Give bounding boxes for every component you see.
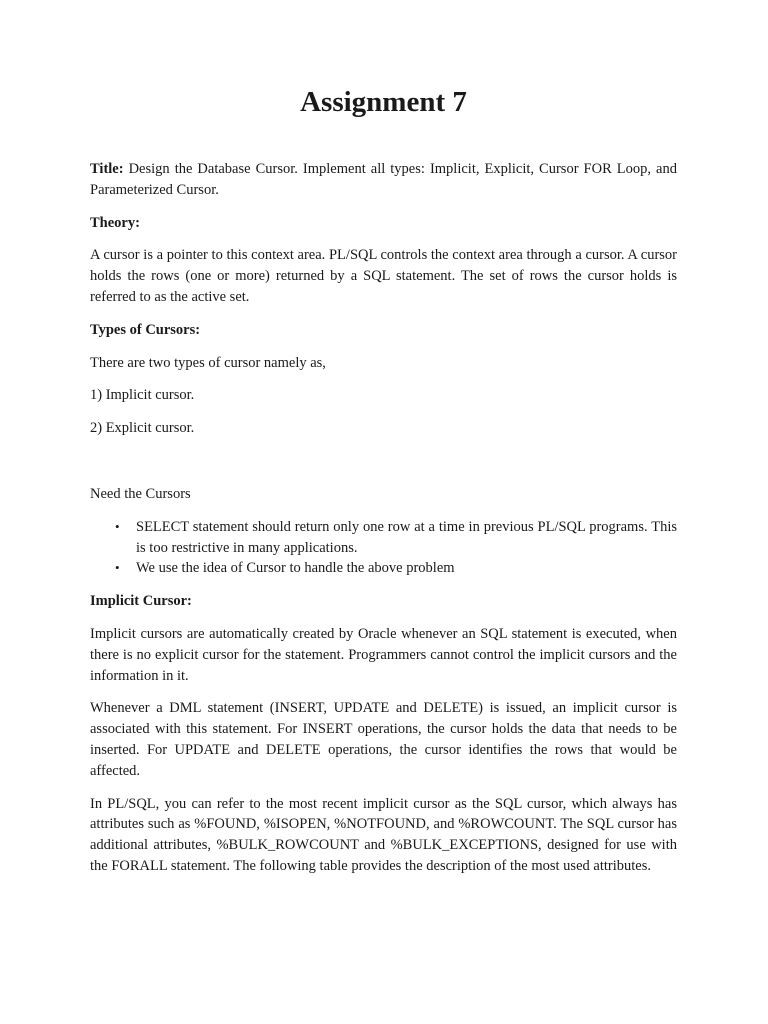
implicit-paragraph-1: Implicit cursors are automatically created by Oracle whenever an SQL statement is executed, when there is no explicit cursor for the statement. Programmers cannot control the implicit cursors and the information in it. bbox=[90, 625, 677, 684]
title-paragraph bbox=[90, 159, 677, 201]
theory-heading: Theory: bbox=[90, 214, 140, 231]
implicit-paragraph-2: Whenever a DML statement (INSERT, UPDATE and DELETE) is issued, an implicit cursor is associated with this statement. For INSERT operations, the cursor holds the data that needs to be inserted. For UPDATE and DELETE operations, the cursor identifies the rows that would be affected. bbox=[90, 700, 677, 779]
list-item-text: We use the idea of Cursor to handle the above problem bbox=[136, 560, 455, 577]
title-label: Title: bbox=[90, 161, 124, 177]
types-intro: There are two types of cursor namely as, bbox=[90, 354, 326, 371]
assignment-title: Assignment 7 bbox=[300, 86, 467, 118]
need-bullet-list bbox=[90, 517, 677, 579]
bullet-icon: • bbox=[115, 560, 120, 576]
section-spacer bbox=[90, 451, 677, 484]
bullet-icon: • bbox=[115, 518, 120, 534]
list-item-text: SELECT statement should return only one row at a time in previous PL/SQL programs. This is too restrictive in many applications. bbox=[136, 518, 677, 556]
theory-paragraph: A cursor is a pointer to this context area. PL/SQL controls the context area through a cursor. A cursor holds the rows (one or more) returned by a SQL statement. The set of rows the cursor holds is referred to as the active set. bbox=[90, 247, 677, 305]
list-item bbox=[115, 517, 677, 559]
types-item-explicit: 2) Explicit cursor. bbox=[90, 420, 195, 437]
types-heading: Types of Cursors: bbox=[90, 321, 201, 338]
types-item-implicit: 1) Implicit cursor. bbox=[90, 387, 195, 404]
need-heading: Need the Cursors bbox=[90, 485, 191, 502]
list-item bbox=[115, 558, 677, 579]
implicit-paragraph-3: In PL/SQL, you can refer to the most recent implicit cursor as the SQL cursor, which always has attributes such as %FOUND, %ISOPEN, %NOTFOUND, and %ROWCOUNT. The SQL cursor has additional attributes, %BULK_ROWCOUNT and %BULK_EXCEPTIONS, designed for use with the FORALL statement. The following table provides the description of the most used attributes. bbox=[90, 795, 677, 874]
title-text: Design the Database Cursor. Implement all types: Implicit, Explicit, Cursor FOR Loop, and Parameterized Cursor. bbox=[90, 161, 677, 198]
implicit-heading: Implicit Cursor: bbox=[90, 593, 192, 610]
document-body bbox=[90, 86, 677, 889]
